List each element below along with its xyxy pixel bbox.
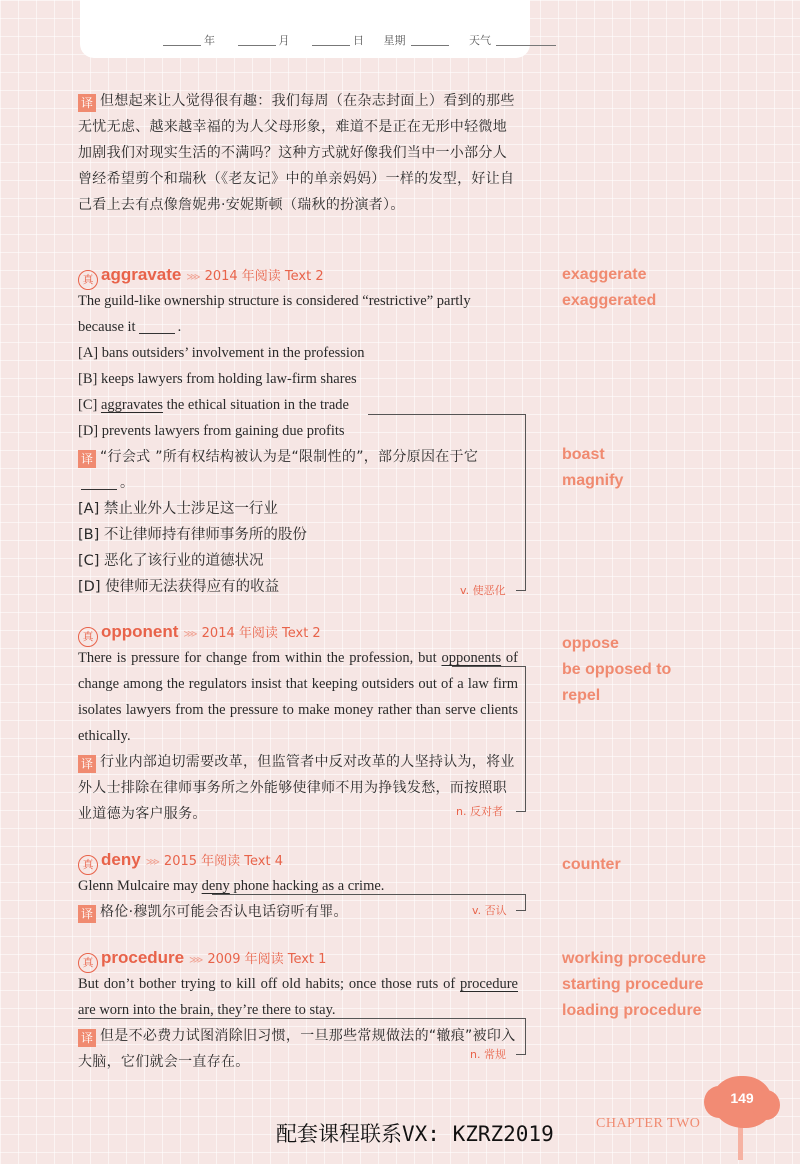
question-text: The guild-like ownership structure is considered “restrictive” partly because it . bbox=[78, 293, 471, 335]
tree-trunk bbox=[738, 1124, 743, 1160]
related-word: counter bbox=[562, 856, 621, 873]
related-words bbox=[562, 442, 782, 494]
translation-option-a: [A] 禁止业外人士涉足这一行业 bbox=[78, 501, 278, 517]
related-word: loading procedure bbox=[562, 1002, 702, 1019]
related-word: exaggerate bbox=[562, 266, 647, 283]
option-d: [D] prevents lawyers from gaining due profits bbox=[78, 423, 345, 439]
page-number: 149 bbox=[730, 1090, 754, 1106]
intro-translation bbox=[78, 88, 518, 218]
entry-header bbox=[78, 619, 518, 645]
entry-word: aggravate bbox=[101, 265, 182, 284]
entry-source: 2014 年阅读 Text 2 bbox=[201, 626, 321, 641]
entry-header bbox=[78, 262, 518, 288]
year-label: 年 bbox=[204, 34, 215, 47]
bracket-line bbox=[452, 666, 526, 812]
related-words bbox=[562, 852, 782, 878]
translation-option-c: [C] 恶化了该行业的道德状况 bbox=[78, 553, 264, 569]
translation-option-d: [D] 使律师无法获得应有的收益 bbox=[78, 579, 280, 595]
bracket-tail bbox=[516, 590, 526, 591]
option-b: [B] keeps lawyers from holding law-firm shares bbox=[78, 371, 357, 387]
option-a: [A] bans outsiders’ involvement in the profession bbox=[78, 345, 365, 361]
translation-tag: 译 bbox=[78, 755, 96, 773]
zhen-badge: 真 bbox=[78, 627, 98, 647]
weather-label: 天气 bbox=[469, 34, 491, 47]
entry-header bbox=[78, 945, 518, 971]
bracket-tail bbox=[516, 910, 526, 911]
translation-tag: 译 bbox=[78, 450, 96, 468]
page-number-badge bbox=[712, 1076, 772, 1128]
related-word: exaggerated bbox=[562, 292, 657, 309]
arrow-icon: ⋙ bbox=[186, 272, 200, 283]
sentence-translation: 译 格伦·穆凯尔可能会否认电话窃听有罪。 bbox=[78, 899, 518, 925]
arrow-icon: ⋙ bbox=[145, 857, 159, 868]
related-word: working procedure bbox=[562, 950, 707, 967]
arrow-icon: ⋙ bbox=[189, 955, 203, 966]
entry-word: deny bbox=[101, 850, 141, 869]
month-label: 月 bbox=[278, 34, 290, 47]
related-word: oppose bbox=[562, 635, 619, 652]
pos-label: v. 否认 bbox=[472, 904, 507, 917]
entry-source: 2014 年阅读 Text 2 bbox=[204, 269, 324, 284]
entry-source: 2015 年阅读 Text 4 bbox=[163, 854, 283, 869]
pos-label: n. 反对者 bbox=[456, 805, 503, 818]
blank-line bbox=[139, 333, 175, 334]
related-word: starting procedure bbox=[562, 976, 704, 993]
example-sentence: But don’t bother trying to kill off old habits; once those ruts of procedure are worn into the brain, they’re there to stay. bbox=[78, 976, 518, 1018]
entry-word: opponent bbox=[101, 622, 179, 641]
translation-tag: 译 bbox=[78, 94, 96, 112]
related-word: boast bbox=[562, 446, 605, 463]
related-word: repel bbox=[562, 687, 601, 704]
zhen-badge: 真 bbox=[78, 855, 98, 875]
related-word: be opposed to bbox=[562, 661, 672, 678]
related-words bbox=[562, 946, 782, 1024]
translation-tag: 译 bbox=[78, 1029, 96, 1047]
watermark-text: 配套课程联系VX: KZRZ2019 bbox=[276, 1122, 554, 1146]
pos-label: n. 常规 bbox=[470, 1048, 506, 1061]
sentence-translation: 译 但是不必费力试图消除旧习惯，一旦那些常规做法的“辙痕”被印入大脑，它们就会一直存在。 bbox=[78, 1028, 516, 1070]
zhen-badge: 真 bbox=[78, 953, 98, 973]
chapter-label: CHAPTER TWO bbox=[596, 1116, 701, 1131]
weekday-label: 星期 bbox=[383, 34, 406, 47]
header-panel bbox=[80, 0, 530, 58]
example-sentence: Glenn Mulcaire may deny phone hacking as a crime. bbox=[78, 878, 385, 894]
entry-header bbox=[78, 847, 518, 873]
bracket-line bbox=[368, 414, 526, 591]
zhen-badge: 真 bbox=[78, 270, 98, 290]
translation-tag: 译 bbox=[78, 905, 96, 923]
related-words bbox=[562, 262, 782, 314]
related-word: magnify bbox=[562, 472, 624, 489]
blank-line bbox=[81, 489, 117, 490]
entry-deny bbox=[78, 847, 518, 925]
option-c: [C] aggravates the ethical situation in the trade bbox=[78, 397, 349, 413]
translation-option-b: [B] 不让律师持有律师事务所的股份 bbox=[78, 527, 307, 543]
sentence-translation: 译 行业内部迫切需要改革，但监管者中反对改革的人坚持认为，将业外人士排除在律师事务所之外能够使律师不用为挣钱发愁，而按照职业道德为客户服务。 bbox=[78, 754, 515, 822]
example-sentence: There is pressure for change from within the profession, but opponents of change among the regulators insist that keeping outsiders out of a law firm isolates lawyers from the pressure to make money rather than serve clients ethically. bbox=[78, 650, 518, 744]
related-words bbox=[562, 631, 782, 709]
question-translation: 译 “行会式 ”所有权结构被认为是“限制性的”，部分原因在于它。 bbox=[78, 444, 518, 496]
entry-source: 2009 年阅读 Text 1 bbox=[207, 952, 327, 967]
bracket-tail bbox=[516, 1054, 526, 1055]
date-line bbox=[160, 32, 559, 48]
bracket-tail bbox=[516, 811, 526, 812]
arrow-icon: ⋙ bbox=[183, 629, 197, 640]
entry-word: procedure bbox=[101, 948, 185, 967]
bracket-line bbox=[78, 1018, 526, 1055]
entry-procedure bbox=[78, 945, 518, 1075]
day-label: 日 bbox=[353, 34, 364, 47]
intro-text: 但想起来让人觉得很有趣：我们每周（在杂志封面上）看到的那些无忧无虑、越来越幸福的为人父母形象，难道不是正在无形中轻微地加剧我们对现实生活的不满吗？这种方式就好像我们当中一小部分人曾经希望剪个和瑞秋（《老友记》中的单亲妈妈）一样的发型，好让自己看上去有点像詹妮弗·安妮斯顿（瑞秋的扮演者）。 bbox=[78, 93, 515, 213]
pos-label: v. 使恶化 bbox=[460, 584, 506, 597]
